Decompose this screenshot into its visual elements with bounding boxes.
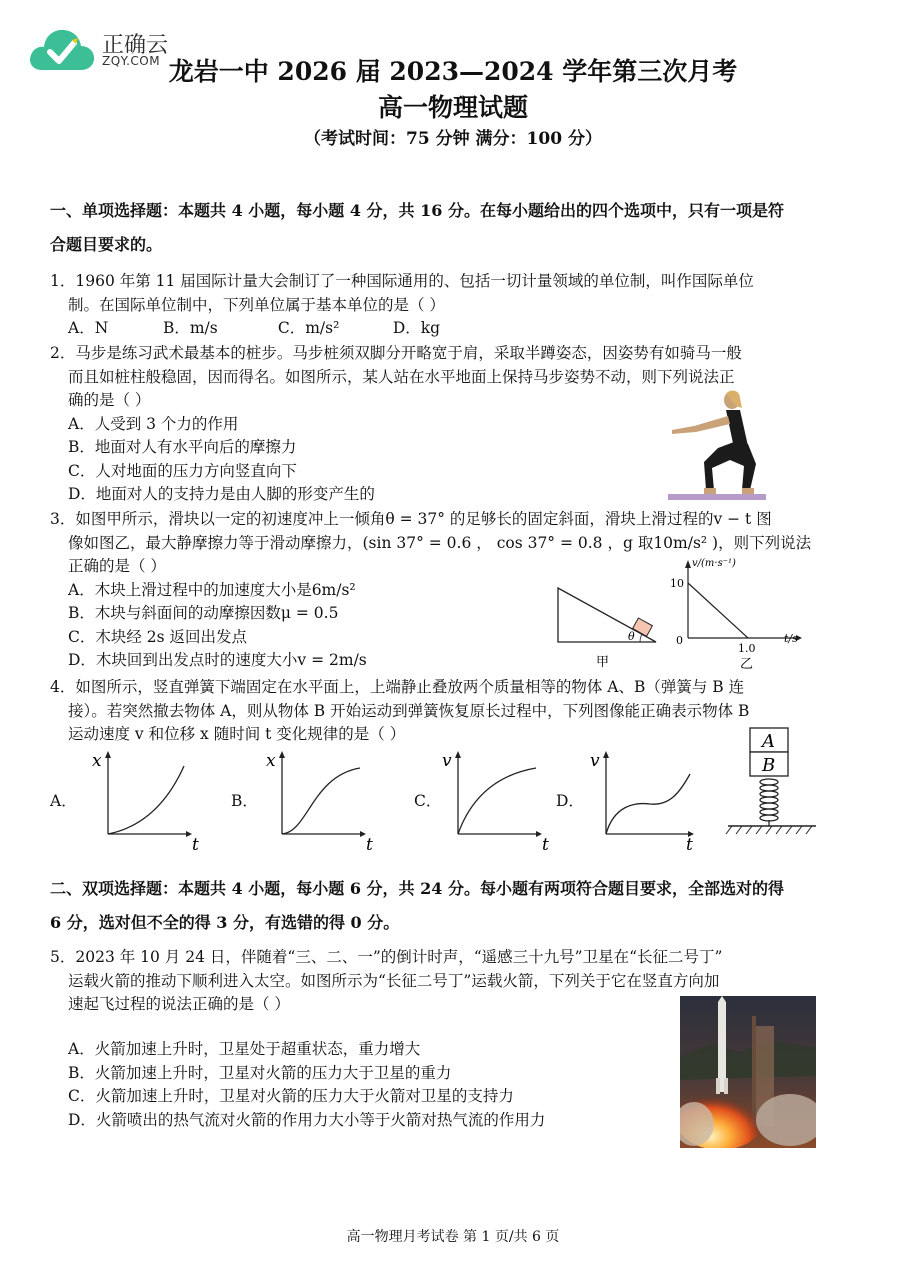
option-b-label: B． <box>231 792 258 810</box>
svg-text:x: x <box>92 751 102 771</box>
svg-text:t: t <box>542 835 549 855</box>
svg-text:A: A <box>762 731 775 752</box>
figure-jia-label: 甲 <box>596 655 610 670</box>
option-a: A．木块上滑过程中的加速度大小是6m/s² <box>68 580 356 599</box>
option-c: C．木块经 2s 返回出发点 <box>68 627 248 646</box>
graph-a <box>88 748 208 856</box>
option-a: A．火箭加速上升时，卫星处于超重状态，重力增大 <box>68 1040 421 1058</box>
exam-info: （考试时间：75 分钟 满分：100 分） <box>304 129 602 149</box>
section-1-heading: 一、单项选择题：本题共 4 小题，每小题 4 分，共 16 分。在每小题给出的四个选项中，只有一项是符 合题目要求的。 <box>50 201 784 254</box>
curve-b <box>282 768 360 834</box>
rocket-launch-photo <box>680 996 816 1148</box>
option-b: B．m/s <box>162 319 218 337</box>
option-d: D．kg <box>392 319 441 337</box>
question-3-line3: 正确的是（ ） <box>68 557 166 575</box>
question-1-options <box>50 317 860 341</box>
option-c-label: C． <box>414 792 442 810</box>
graph-c <box>438 748 558 856</box>
logo-text-en: ZQY.COM <box>102 54 161 68</box>
vt-line <box>688 583 748 638</box>
graph-b <box>262 748 382 856</box>
vt-y10-label: 10 <box>670 577 684 590</box>
logo-text-cn: 正确云 <box>102 33 169 58</box>
spring-icon <box>760 779 778 826</box>
incline-figure-jia <box>552 584 664 670</box>
section-2-heading: 二、双项选择题：本题共 4 小题，每小题 6 分，共 24 分。每小题有两项符合题目要求，全部选对的得 6 分，选对但不全的得 3 分，有选错的得 0 分。 <box>50 879 784 932</box>
exam-subject: 高一物理试题 <box>377 93 528 122</box>
option-d: D．地面对人的支持力是由人脚的形变产生的 <box>68 485 375 503</box>
svg-text:x: x <box>266 751 276 771</box>
option-a-label: A． <box>50 792 77 810</box>
spring-blocks-figure <box>724 726 820 836</box>
question-3-line1: 3．如图甲所示，滑块以一定的初速度冲上一倾角θ = 37° 的足够长的固定斜面，滑块上滑过程的v − t 图 <box>50 510 772 528</box>
question-5-line1: 5．2023 年 10 月 24 日，伴随着“三、二、一”的倒计时声，“遥感三十九号”卫星在“长征二号丁” <box>50 948 723 966</box>
svg-text:t: t <box>686 835 693 855</box>
question-4-line3: 运动速度 v 和位移 x 随时间 t 变化规律的是（ ） <box>68 725 406 743</box>
option-b: B．木块与斜面间的动摩擦因数μ = 0.5 <box>68 604 339 622</box>
svg-text:B: B <box>762 755 776 776</box>
graph-d <box>586 748 716 856</box>
question-4-line1: 4．如图所示，竖直弹簧下端固定在水平面上，上端静止叠放两个质量相等的物体 A、B（弹簧与 B 连 <box>50 678 745 696</box>
question-1-line2: 制。在国际单位制中，下列单位属于基本单位的是（ ） <box>68 295 445 314</box>
option-d: D．木块回到出发点时的速度大小v = 2m/s <box>68 651 367 669</box>
curve-a <box>108 766 184 834</box>
question-2-line1: 2．马步是练习武术最基本的桩步。马步桩须双脚分开略宽于肩，采取半蹲姿态，因姿势有如骑马一般 <box>50 344 742 362</box>
svg-text:t: t <box>366 835 373 855</box>
curve-c <box>458 768 536 834</box>
vt-ylabel: v/(m·s⁻¹) <box>692 558 736 569</box>
svg-text:v: v <box>442 751 452 771</box>
question-1 <box>50 270 860 341</box>
question-5-line3: 速起飞过程的说法正确的是（ ） <box>68 995 290 1013</box>
vt-x1-label: 1.0 <box>738 642 756 655</box>
svg-text:v: v <box>590 751 600 771</box>
vt-graph-figure-yi <box>668 556 804 670</box>
option-c: C．人对地面的压力方向竖直向下 <box>68 461 297 480</box>
question-2-line3: 确的是（ ） <box>68 391 151 409</box>
figure-yi-label: 乙 <box>740 657 754 670</box>
option-d: D．火箭喷出的热气流对火箭的作用力大小等于火箭对热气流的作用力 <box>68 1110 546 1129</box>
vt-xlabel: t/s <box>784 632 798 645</box>
question-5-line2: 运载火箭的推动下顺利进入太空。如图所示为“长征二号丁”运载火箭，下列关于它在竖直方向加 <box>68 971 720 990</box>
exam-title: 龙岩一中 2026 届 2023—2024 学年第三次月考 <box>168 57 738 86</box>
curve-d <box>606 774 690 834</box>
question-4-line2: 接）。若突然撤去物体 A，则从物体 B 开始运动到弹簧恢复原长过程中，下列图像能正确表示物体 B <box>68 701 750 720</box>
option-b: B．地面对人有水平向后的摩擦力 <box>68 438 297 456</box>
option-a: A．人受到 3 个力的作用 <box>68 414 239 433</box>
question-1-line1: 1．1960 年第 11 届国际计量大会制订了一种国际通用的、包括一切计量领域的单位制，叫作国际单位 <box>50 272 754 290</box>
question-3-line2: 像如图乙，最大静摩擦力等于滑动摩擦力，(sin 37° = 0.6 ， cos 37° = 0.8 ，g 取10m/s² )，则下列说法 <box>68 533 812 552</box>
vt-origin-label: 0 <box>676 634 683 647</box>
option-c: C．火箭加速上升时，卫星对火箭的压力大于火箭对卫星的支持力 <box>68 1087 514 1105</box>
question-2-line2: 而且如桩柱般稳固，因而得名。如图所示，某人站在水平地面上保持马步姿势不动，则下列说法正 <box>68 367 735 386</box>
page-footer: 高一物理月考试卷 第 1 页/共 6 页 <box>346 1229 560 1245</box>
theta-label: θ <box>628 630 635 643</box>
option-c: C．m/s² <box>277 319 340 337</box>
svg-text:t: t <box>192 835 199 855</box>
option-a: A．N <box>68 319 109 337</box>
horse-stance-figure <box>664 386 774 504</box>
option-d-label: D． <box>556 792 584 810</box>
option-b: B．火箭加速上升时，卫星对火箭的压力大于卫星的重力 <box>68 1063 452 1082</box>
